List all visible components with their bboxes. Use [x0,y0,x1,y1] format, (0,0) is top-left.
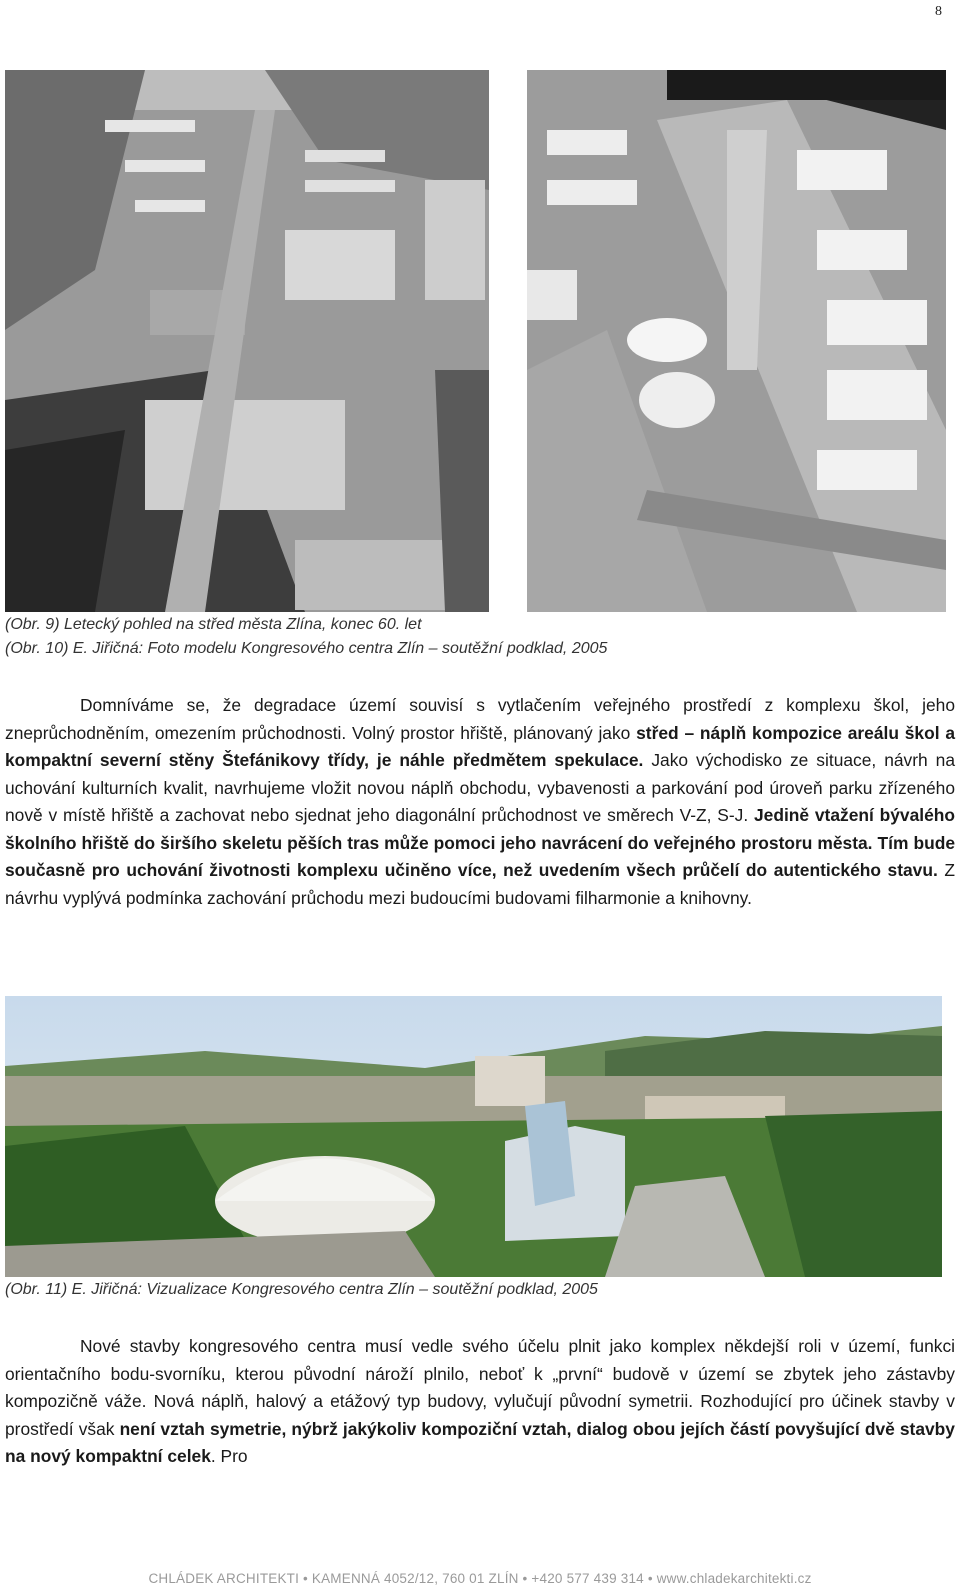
aerial-photo-zlin [5,70,489,612]
paragraph-1-bold-a: střed – náplň kompozice areálu škol a kompaktní severní stěny Štefánikovy třídy, je náhle předmětem spekulace. [5,722,955,770]
paragraph-1 [5,692,955,912]
figure-10-caption: (Obr. 10) E. Jiřičná: Foto modelu Kongresového centra Zlín – soutěžní podklad, 2005 [5,640,608,657]
paragraph-2 [5,1333,955,1471]
page-footer: CHLÁDEK ARCHITEKTI • KAMENNÁ 4052/12, 760 01 ZLÍN • +420 577 439 314 • www.chladekarchitekti.cz [148,1571,812,1586]
paragraph-1-bold-b: Jedině vtažení bývalého školního hřiště do širšího skeletu pěších tras může pomoci jeho navrácení do veřejného prostoru města. Tím bude současně pro uchování životnosti komplexu učiněno více, než uvedením všech průčelí do autentického stavu. [5,805,955,880]
figure-9-caption: (Obr. 9) Letecký pohled na střed města Zlína, konec 60. let [5,616,422,633]
figure-11-caption: (Obr. 11) E. Jiřičná: Vizualizace Kongresového centra Zlín – soutěžní podklad, 2005 [5,1281,598,1298]
page-number: 8 [935,4,942,19]
paragraph-2-text-a: Nové stavby kongresového centra musí vedle svého účelu plnit jako komplex někdejší roli v území, funkci orientačního bodu-svorníku, kterou původní nároží plnilo, neboť k „první“ budově v území se zbytek jeho zástavby kompozičně váže. Nová náplň, halový a etážový typ budovy, vylučují původní symetrii. Rozhodující pro účinek stavby v prostředí však [5,1336,955,1439]
visualisation-congress-centre [5,996,942,1277]
paragraph-1-text-b: Jako východisko ze situace, návrh na uchování kulturních kvalit, navrhujeme vložit novou náplň obchodu, vybavenosti a parkování pod úroveň parku zřízeného nově v místě hřiště a zachovat nebo sjednat jeho diagonální průchodnost ve směrech V-Z, S-J. [5,750,955,825]
paragraph-2-text-b: . Pro [210,1446,248,1466]
model-photo-congress-centre [527,70,946,612]
paragraph-2-bold-a: není vztah symetrie, nýbrž jakýkoliv kompoziční vztah, dialog obou jejích částí povyšující dvě stavby na nový kompaktní celek [5,1418,955,1466]
paragraph-1-text-a: Domníváme se, že degradace území souvisí s vytlačením veřejného prostředí z komplexu škol, jeho zneprůchodněním, omezením průchodnosti. Volný prostor hřiště, plánovaný jako [5,695,955,743]
paragraph-1-text-c: Z návrhu vyplývá podmínka zachování průchodu mezi budoucími budovami filharmonie a knihovny. [5,860,955,908]
